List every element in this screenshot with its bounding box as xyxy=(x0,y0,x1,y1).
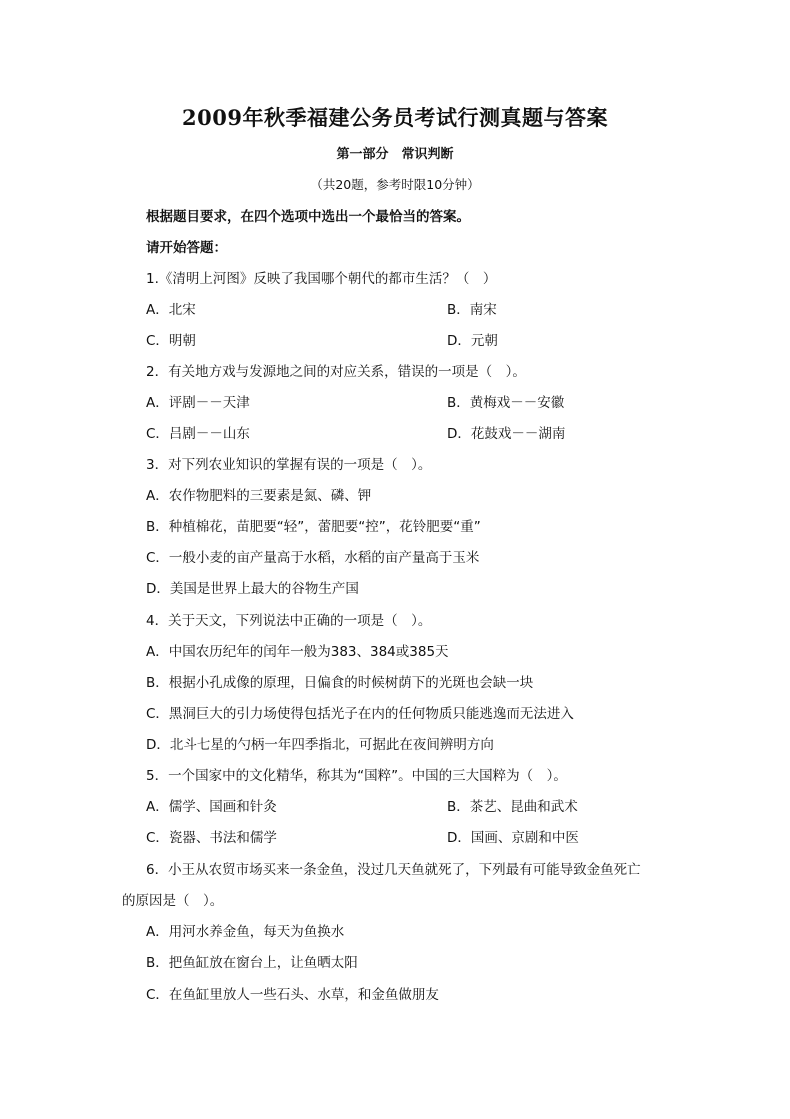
document-title: 2009年秋季福建公务员考试行测真题与答案 xyxy=(182,105,608,130)
question-1-option-d: D．元朝 xyxy=(447,333,498,349)
question-1-stem: 1.《清明上河图》反映了我国哪个朝代的都市生活？（ ） xyxy=(146,271,497,287)
question-5-option-d: D．国画、京剧和中医 xyxy=(447,830,579,846)
question-3-stem: 3．对下列农业知识的掌握有误的一项是（ ）。 xyxy=(146,457,432,473)
question-1-option-a: A．北宋 xyxy=(146,302,196,318)
section-note: （共20题，参考时限10分钟） xyxy=(310,177,480,192)
question-2-option-b: B．黄梅戏－－安徽 xyxy=(447,395,565,411)
question-3-option-d: D．美国是世界上最大的谷物生产国 xyxy=(146,581,359,597)
question-1-option-c: C．明朝 xyxy=(146,333,196,349)
question-4-option-a: A．中国农历纪年的闰年一般为383、384或385天 xyxy=(146,644,449,660)
question-4-option-d: D．北斗七星的勺柄一年四季指北，可据此在夜间辨明方向 xyxy=(146,737,494,753)
question-6-stem-line-1: 6．小王从农贸市场买来一条金鱼，没过几天鱼就死了，下列最有可能导致金鱼死亡 xyxy=(146,862,641,878)
question-3-option-a: A．农作物肥料的三要素是氮、磷、钾 xyxy=(146,488,372,504)
question-2-stem: 2．有关地方戏与发源地之间的对应关系，错误的一项是（ ）。 xyxy=(146,364,526,380)
question-5-option-b: B．茶艺、昆曲和武术 xyxy=(447,799,578,815)
section-heading: 第一部分 常识判断 xyxy=(336,147,454,162)
question-6-stem-line-2: 的原因是（ ）。 xyxy=(122,893,224,909)
question-3-option-b: B．种植棉花，苗肥要“轻”，蕾肥要“控”，花铃肥要“重” xyxy=(146,519,481,535)
question-6-option-b: B．把鱼缸放在窗台上，让鱼晒太阳 xyxy=(146,955,358,971)
question-3-option-c: C．一般小麦的亩产量高于水稻，水稻的亩产量高于玉米 xyxy=(146,550,480,566)
question-4-option-c: C．黑洞巨大的引力场使得包括光子在内的任何物质只能逃逸而无法进入 xyxy=(146,706,574,722)
start-label: 请开始答题： xyxy=(146,240,227,256)
question-4-stem: 4．关于天文，下列说法中正确的一项是（ ）。 xyxy=(146,613,432,629)
question-2-option-c: C．吕剧－－山东 xyxy=(146,426,250,442)
question-5-option-a: A．儒学、国画和针灸 xyxy=(146,799,277,815)
question-2-option-d: D．花鼓戏－－湖南 xyxy=(447,426,566,442)
instruction-text: 根据题目要求，在四个选项中选出一个最恰当的答案。 xyxy=(146,209,470,225)
question-6-option-c: C．在鱼缸里放人一些石头、水草，和金鱼做朋友 xyxy=(146,987,439,1003)
question-4-option-b: B．根据小孔成像的原理，日偏食的时候树荫下的光斑也会缺一块 xyxy=(146,675,534,691)
question-1-option-b: B．南宋 xyxy=(447,302,497,318)
question-5-stem: 5．一个国家中的文化精华，称其为“国粹”。中国的三大国粹为（ ）。 xyxy=(146,768,567,784)
question-6-option-a: A．用河水养金鱼，每天为鱼换水 xyxy=(146,924,345,940)
question-5-option-c: C．瓷器、书法和儒学 xyxy=(146,830,277,846)
question-2-option-a: A．评剧－－天津 xyxy=(146,395,250,411)
